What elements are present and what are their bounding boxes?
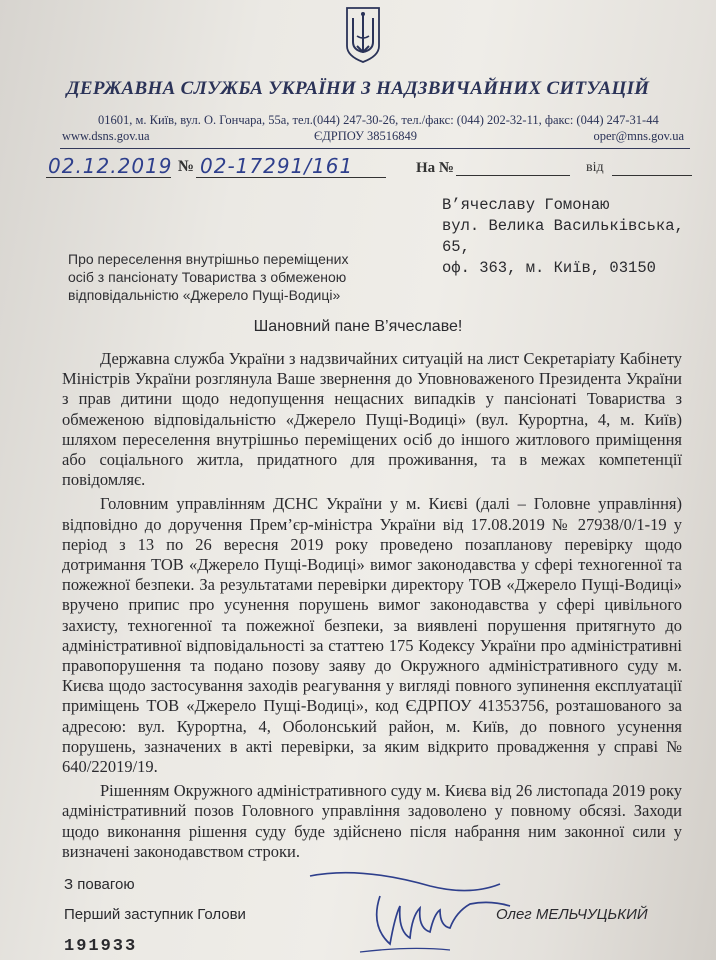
website-link[interactable]: www.dsns.gov.ua — [62, 129, 150, 143]
closing-phrase: З повагою — [64, 876, 135, 893]
trident-emblem-icon — [345, 6, 381, 64]
incoming-number-line — [456, 175, 570, 176]
salutation: Шановний пане В’ячеславе! — [253, 318, 463, 335]
outgoing-date: 02.12.2019 — [48, 154, 173, 178]
body-paragraph-3: Рішенням Окружного адміністративного суду м. Києва від 26 листопада 2019 року адміністративний позов Головного управління задоволено у повному обсязі. Заходи щодо виконання рішення суду буде здійснено після набрання ним законної сили у визначені законодавством строки. — [62, 781, 682, 861]
signer-name: Олег МЕЛЬЧУЦЬКИЙ — [496, 906, 648, 923]
incoming-date-line — [612, 175, 692, 176]
letter-body — [62, 349, 682, 866]
signer-position: Перший заступник Голови — [64, 906, 246, 923]
incoming-number-label: На № — [416, 160, 454, 176]
incoming-date-label: від — [586, 160, 604, 175]
organization-address: 01601, м. Київ, вул. О. Гончара, 55а, тел.(044) 247-30-26, тел./факс: (044) 202-32-11, факс: (044) 247-31-44 — [98, 113, 659, 127]
recipient-name: В’ячеславу Гомонаю — [442, 196, 610, 214]
number-underline — [196, 177, 386, 178]
registration-number: 191933 — [64, 937, 138, 956]
date-underline — [46, 177, 171, 178]
body-paragraph-1: Державна служба України з надзвичайних ситуацій на лист Секретаріату Кабінету Міністрів України розглянула Ваше звернення до Уповноваженого Президента України з прав дитини щодо недопущення нещасних випадків у пансіонаті Товариства з обмеженою відповідальністю «Джерело Пущі-Водиці» (вул. Курортна, 4, м. Київ) шляхом переселення внутрішньо переміщених осіб до іншого житлового приміщення або соціального житла, придатного для проживання, та в межах компетенції повідомляє. — [62, 349, 682, 490]
recipient-address-line1: вул. Велика Васильківська, 65, — [442, 217, 684, 256]
edrpou-code: ЄДРПОУ 38516849 — [314, 129, 418, 143]
reference-row — [0, 150, 716, 190]
recipient-block — [442, 195, 702, 279]
letterhead-divider — [60, 148, 690, 149]
letter-subject: Про переселення внутрішньо переміщених осіб з пансіонату Товариства з обмеженою відповідальністю «Джерело Пущі-Водиці» — [68, 251, 349, 303]
recipient-address-line2: оф. 363, м. Київ, 03150 — [442, 259, 656, 277]
number-label: № — [178, 158, 195, 175]
email-link[interactable]: oper@mns.gov.ua — [593, 129, 684, 143]
outgoing-number: 02-17291/161 — [200, 154, 354, 178]
body-paragraph-2: Головним управлінням ДСНС України у м. Києві (далі – Головне управління) відповідно до доручення Прем’єр-міністра України від 17.08.2019 № 27938/0/1-19 у період з 13 по 26 вересня 2019 року проведено позапланову перевірку щодо дотримання ТОВ «Джерело Пущі-Водиці» вимог законодавства у сфері техногенної та пожежної безпеки. За результатами перевірки директору ТОВ «Джерело Пущі-Водиці» вручено припис про усунення порушень вимог законодавства у сфері цивільного захисту, техногенної та пожежної безпеки, за виявлені порушення притягнуто до адміністративної відповідальності за статтею 175 Кодексу України про адміністративні правопорушення та подано позову заяву до Окружного адміністративного суду м. Києва щодо застосування заходів реагування у вигляді повного зупинення експлуатації приміщень ТОВ «Джерело Пущі-Водиці», код ЄДРПОУ 41353756, розташованого за адресою: вул. Курортна, 4, Оболонський район, м. Київ, до повного усунення порушень, зазначених в акті перевірки, за яким відкрито провадження у справі № 640/22019/19. — [62, 494, 682, 777]
organization-name: ДЕРЖАВНА СЛУЖБА УКРАЇНИ З НАДЗВИЧАЙНИХ СИТУАЦІЙ — [66, 78, 650, 99]
